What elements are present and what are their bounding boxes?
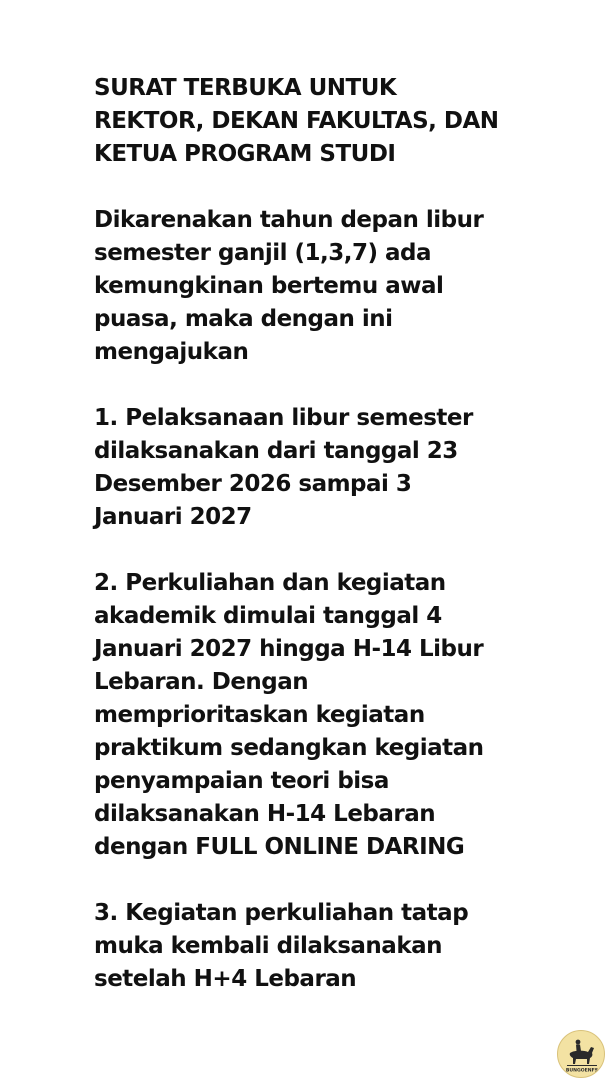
- svg-text:BUNGOENFS: BUNGOENFS: [565, 1068, 599, 1074]
- letter-intro: Dikarenakan tahun depan libur semester ganjil (1,3,7) ada kemungkinan bertemu awal puasa, maka dengan ini mengajukan: [94, 207, 484, 365]
- letter-point-2: 2. Perkuliahan dan kegiatan akademik dimulai tanggal 4 Januari 2027 hingga H-14 Libur Lebaran. Dengan memprioritaskan kegiatan praktikum sedangkan kegiatan penyampaian teori bisa dilaksanakan H-14 Lebaran dengan FULL ONLINE DARING: [94, 570, 484, 860]
- open-letter: [94, 72, 594, 996]
- horse-rider-logo-icon: [558, 1031, 605, 1078]
- letter-point-3: 3. Kegiatan perkuliahan tatap muka kembali dilaksanakan setelah H+4 Lebaran: [94, 900, 469, 992]
- letter-title: SURAT TERBUKA UNTUK REKTOR, DEKAN FAKULTAS, DAN KETUA PROGRAM STUDI: [94, 75, 499, 167]
- watermark-logo: [557, 1030, 605, 1078]
- letter-point-1: 1. Pelaksanaan libur semester dilaksanakan dari tanggal 23 Desember 2026 sampai 3 Januari 2027: [94, 405, 473, 530]
